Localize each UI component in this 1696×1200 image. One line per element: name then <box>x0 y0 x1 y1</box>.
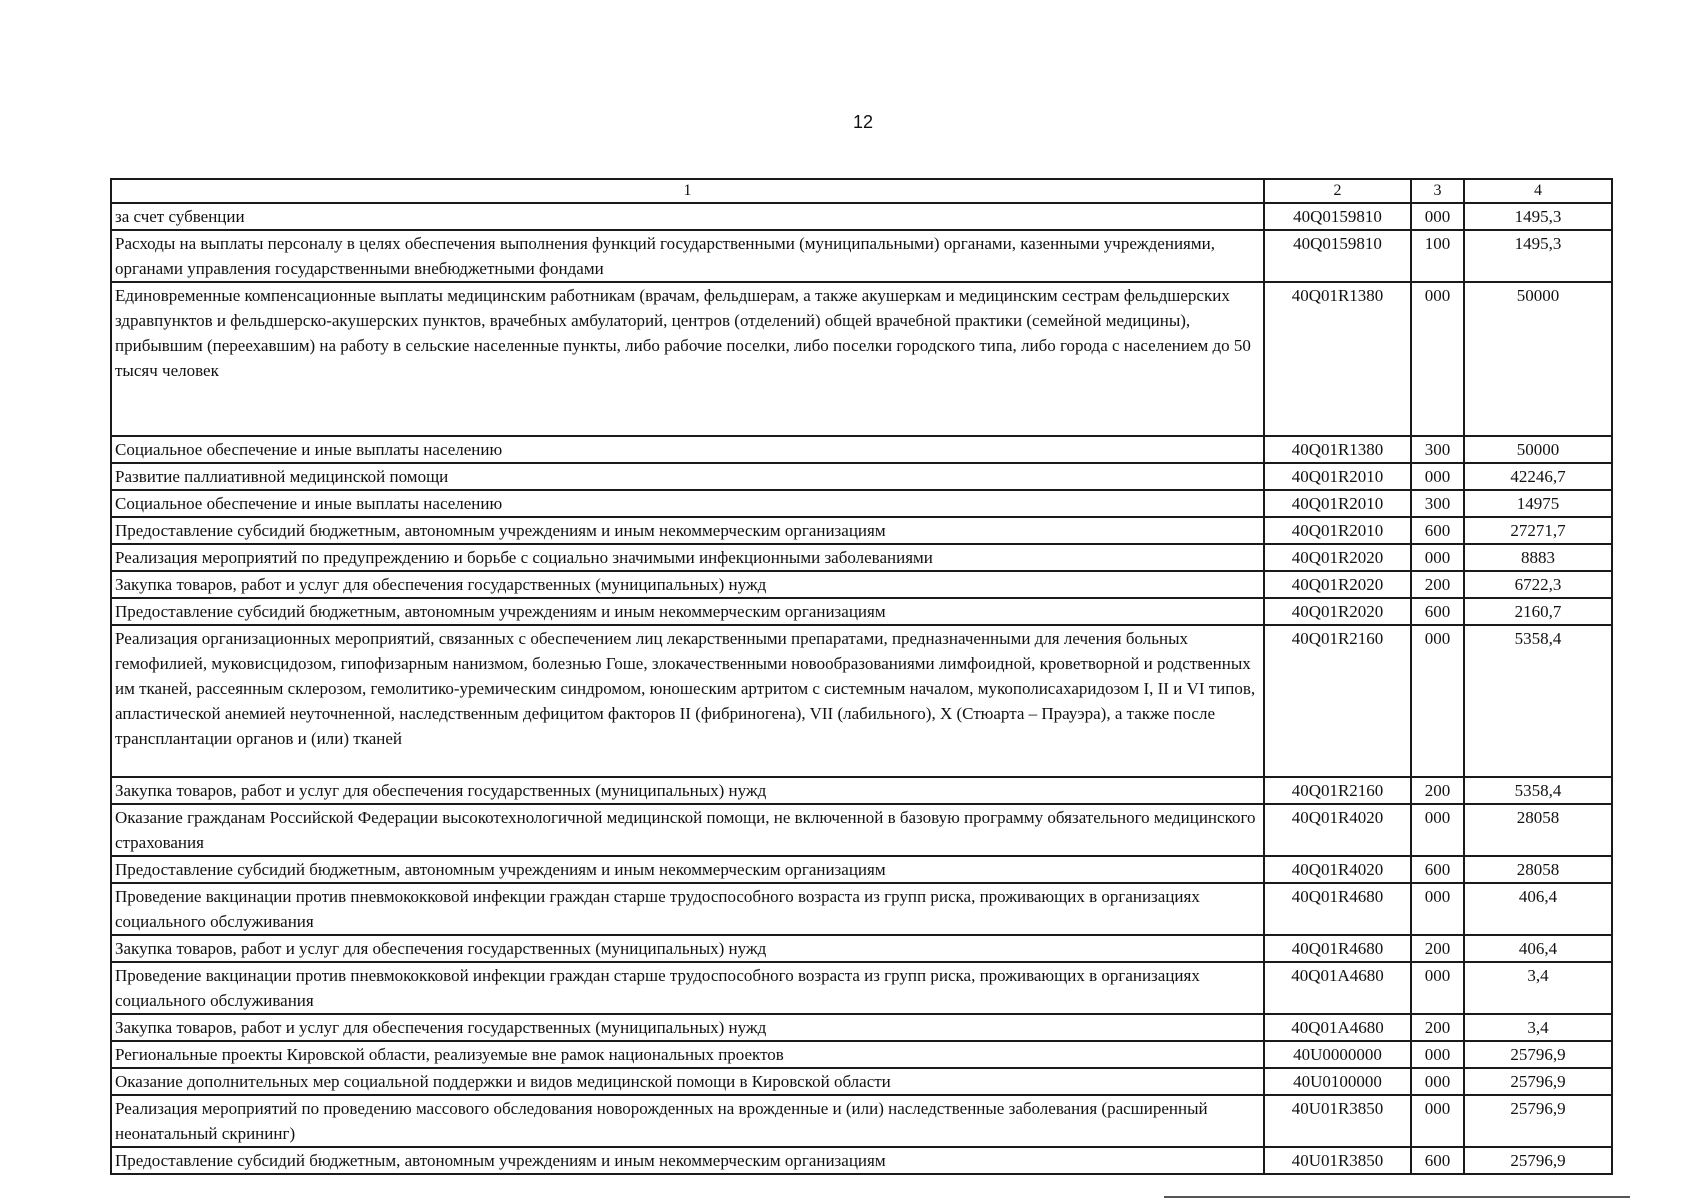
row-amount: 3,4 <box>1464 1014 1612 1041</box>
row-code: 40Q01R4680 <box>1264 935 1411 962</box>
row-name: Единовременные компенсационные выплаты медицинским работникам (врачам, фельдшерам, а также акушеркам и медицинским сестрам фельдшерских здравпунктов и фельдшерско-акушерских пунктов, врачебных амбулаторий, центров (отделений) общей врачебной практики (семейной медицины), прибывшим (переехавшим) на работу в сельские населенные пункты, либо рабочие поселки, либо поселки городского типа, либо города с населением до 50 тысяч человек <box>111 282 1264 436</box>
table-row <box>111 856 1612 883</box>
row-type: 200 <box>1411 1014 1464 1041</box>
table-row <box>111 463 1612 490</box>
row-type: 000 <box>1411 1095 1464 1147</box>
table-row <box>111 544 1612 571</box>
row-type: 600 <box>1411 517 1464 544</box>
row-code: 40Q01R2020 <box>1264 571 1411 598</box>
row-amount: 42246,7 <box>1464 463 1612 490</box>
row-name: Предоставление субсидий бюджетным, автономным учреждениям и иным некоммерческим организациям <box>111 1147 1264 1174</box>
table-row <box>111 883 1612 935</box>
table-row <box>111 625 1612 777</box>
row-type: 000 <box>1411 625 1464 777</box>
row-code: 40Q01R2010 <box>1264 463 1411 490</box>
row-name: Развитие паллиативной медицинской помощи <box>111 463 1264 490</box>
row-amount: 8883 <box>1464 544 1612 571</box>
table-row <box>111 517 1612 544</box>
page-number: 12 <box>852 112 874 132</box>
row-name: Проведение вакцинации против пневмококковой инфекции граждан старше трудоспособного возраста из групп риска, проживающих в организациях социального обслуживания <box>111 962 1264 1014</box>
row-code: 40Q01R2160 <box>1264 777 1411 804</box>
row-type: 000 <box>1411 1068 1464 1095</box>
row-amount: 6722,3 <box>1464 571 1612 598</box>
row-code: 40Q01R2020 <box>1264 598 1411 625</box>
row-code: 40Q01R1380 <box>1264 282 1411 436</box>
row-name: Социальное обеспечение и иные выплаты населению <box>111 490 1264 517</box>
table-row <box>111 777 1612 804</box>
row-type: 000 <box>1411 282 1464 436</box>
row-type: 100 <box>1411 230 1464 282</box>
row-amount: 1495,3 <box>1464 203 1612 230</box>
row-name: Закупка товаров, работ и услуг для обеспечения государственных (муниципальных) нужд <box>111 777 1264 804</box>
row-name: Закупка товаров, работ и услуг для обеспечения государственных (муниципальных) нужд <box>111 1014 1264 1041</box>
header-col-3: 3 <box>1411 179 1464 203</box>
row-code: 40Q01A4680 <box>1264 1014 1411 1041</box>
table-row <box>111 490 1612 517</box>
row-name: Закупка товаров, работ и услуг для обеспечения государственных (муниципальных) нужд <box>111 935 1264 962</box>
row-type: 300 <box>1411 436 1464 463</box>
row-amount: 406,4 <box>1464 883 1612 935</box>
table-row <box>111 1068 1612 1095</box>
row-amount: 28058 <box>1464 856 1612 883</box>
row-code: 40U01R3850 <box>1264 1095 1411 1147</box>
table-row <box>111 203 1612 230</box>
table-row <box>111 1041 1612 1068</box>
row-amount: 5358,4 <box>1464 777 1612 804</box>
row-name: Социальное обеспечение и иные выплаты населению <box>111 436 1264 463</box>
row-code: 40Q01R2020 <box>1264 544 1411 571</box>
table-row <box>111 1014 1612 1041</box>
row-code: 40Q01R4020 <box>1264 856 1411 883</box>
row-type: 000 <box>1411 203 1464 230</box>
row-type: 200 <box>1411 935 1464 962</box>
row-amount: 25796,9 <box>1464 1068 1612 1095</box>
row-type: 000 <box>1411 962 1464 1014</box>
row-type: 000 <box>1411 1041 1464 1068</box>
header-col-4: 4 <box>1464 179 1612 203</box>
table-row <box>111 436 1612 463</box>
row-amount: 2160,7 <box>1464 598 1612 625</box>
row-code: 40Q01R1380 <box>1264 436 1411 463</box>
row-name: Предоставление субсидий бюджетным, автономным учреждениям и иным некоммерческим организациям <box>111 856 1264 883</box>
row-code: 40U0100000 <box>1264 1068 1411 1095</box>
table-row <box>111 571 1612 598</box>
row-amount: 5358,4 <box>1464 625 1612 777</box>
header-col-2: 2 <box>1264 179 1411 203</box>
row-amount: 406,4 <box>1464 935 1612 962</box>
row-code: 40Q01R2160 <box>1264 625 1411 777</box>
row-type: 600 <box>1411 1147 1464 1174</box>
row-code: 40Q01A4680 <box>1264 962 1411 1014</box>
row-name: Расходы на выплаты персоналу в целях обеспечения выполнения функций государственными (муниципальными) органами, казенными учреждениями, органами управления государственными внебюджетными фондами <box>111 230 1264 282</box>
row-amount: 1495,3 <box>1464 230 1612 282</box>
table-row <box>111 598 1612 625</box>
row-code: 40Q01R2010 <box>1264 490 1411 517</box>
row-code: 40Q01R2010 <box>1264 517 1411 544</box>
row-type: 000 <box>1411 804 1464 856</box>
row-code: 40Q01R4020 <box>1264 804 1411 856</box>
row-name: Региональные проекты Кировской области, реализуемые вне рамок национальных проектов <box>111 1041 1264 1068</box>
scan-artifact-line <box>1164 1196 1630 1198</box>
row-type: 000 <box>1411 544 1464 571</box>
row-amount: 25796,9 <box>1464 1095 1612 1147</box>
row-name: Предоставление субсидий бюджетным, автономным учреждениям и иным некоммерческим организациям <box>111 598 1264 625</box>
table-row <box>111 935 1612 962</box>
table-row <box>111 804 1612 856</box>
row-amount: 3,4 <box>1464 962 1612 1014</box>
row-name: Реализация организационных мероприятий, связанных с обеспечением лиц лекарственными препаратами, предназначенными для лечения больных гемофилией, муковисцидозом, гипофизарным нанизмом, болезнью Гоше, злокачественными новообразованиями лимфоидной, кроветворной и родственных им тканей, рассеянным склерозом, гемолитико-уремическим синдромом, юношеским артритом с системным началом, мукополисахаридозом I, II и VI типов, апластической анемией неуточненной, наследственным дефицитом факторов II (фибриногена), VII (лабильного), X (Стюарта – Прауэра), а также после трансплантации органов и (или) тканей <box>111 625 1264 777</box>
row-code: 40U0000000 <box>1264 1041 1411 1068</box>
row-name: Реализация мероприятий по проведению массового обследования новорожденных на врожденные и (или) наследственные заболевания (расширенный неонатальный скрининг) <box>111 1095 1264 1147</box>
table-row <box>111 282 1612 436</box>
row-name: Предоставление субсидий бюджетным, автономным учреждениям и иным некоммерческим организациям <box>111 517 1264 544</box>
row-amount: 27271,7 <box>1464 517 1612 544</box>
row-amount: 25796,9 <box>1464 1147 1612 1174</box>
row-name: за счет субвенции <box>111 203 1264 230</box>
row-amount: 25796,9 <box>1464 1041 1612 1068</box>
table-header-row <box>111 179 1612 203</box>
row-name: Реализация мероприятий по предупреждению и борьбе с социально значимыми инфекционными заболеваниями <box>111 544 1264 571</box>
row-amount: 28058 <box>1464 804 1612 856</box>
row-type: 600 <box>1411 856 1464 883</box>
row-type: 000 <box>1411 883 1464 935</box>
header-col-1: 1 <box>111 179 1264 203</box>
table-row <box>111 230 1612 282</box>
row-name: Проведение вакцинации против пневмококковой инфекции граждан старше трудоспособного возраста из групп риска, проживающих в организациях социального обслуживания <box>111 883 1264 935</box>
row-name: Оказание дополнительных мер социальной поддержки и видов медицинской помощи в Кировской области <box>111 1068 1264 1095</box>
row-code: 40Q0159810 <box>1264 203 1411 230</box>
row-amount: 14975 <box>1464 490 1612 517</box>
row-type: 600 <box>1411 598 1464 625</box>
row-type: 300 <box>1411 490 1464 517</box>
row-name: Закупка товаров, работ и услуг для обеспечения государственных (муниципальных) нужд <box>111 571 1264 598</box>
row-amount: 50000 <box>1464 282 1612 436</box>
row-code: 40Q0159810 <box>1264 230 1411 282</box>
row-amount: 50000 <box>1464 436 1612 463</box>
row-type: 200 <box>1411 571 1464 598</box>
row-code: 40Q01R4680 <box>1264 883 1411 935</box>
table-row <box>111 962 1612 1014</box>
table-row <box>111 1095 1612 1147</box>
row-type: 000 <box>1411 463 1464 490</box>
row-name: Оказание гражданам Российской Федерации высокотехнологичной медицинской помощи, не включенной в базовую программу обязательного медицинского страхования <box>111 804 1264 856</box>
row-type: 200 <box>1411 777 1464 804</box>
budget-table <box>110 178 1613 1175</box>
table-row <box>111 1147 1612 1174</box>
row-code: 40U01R3850 <box>1264 1147 1411 1174</box>
